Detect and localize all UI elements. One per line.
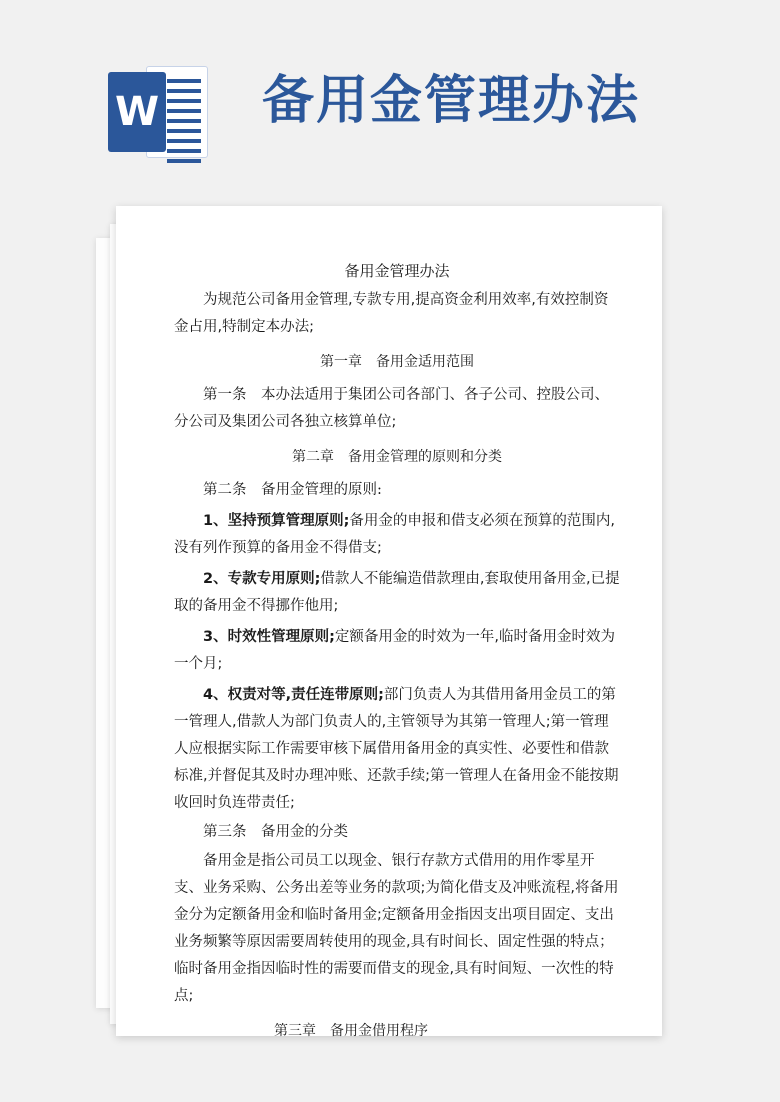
principle-paragraph — [174, 508, 620, 562]
principle-paragraph — [174, 566, 620, 620]
principle-text: 借款人不能编造借款理由,套取使用备用金,已提取的备用金不得挪作他用; — [174, 571, 620, 614]
banner-title: 备用金管理办法 — [262, 71, 641, 131]
principle-text: 备用金的申报和借支必须在预算的范围内,没有列作预算的备用金不得借支; — [174, 513, 615, 556]
principle-text: 定额备用金的时效为一年,临时备用金时效为一个月; — [174, 629, 615, 672]
principle-title: 3、时效性管理原则; — [203, 629, 335, 645]
article-paragraph: 备用金是指公司员工以现金、银行存款方式借用的用作零星开支、业务采购、公务出差等业务的款项;为简化借支及冲账流程,将备用金分为定额备用金和临时备用金;定额备用金指因支出项目固定、支出业务频繁等原因需要周转使用的现金,具有时间长、固定性强的特点；临时备用金指因临时性的需要而借支的现金,具有时间短、一次性的特点; — [174, 853, 619, 1004]
principle-paragraph — [174, 624, 620, 678]
article-text: 本办法适用于集团公司各部门、各子公司、控股公司、分公司及集团公司各独立核算单位; — [174, 387, 609, 430]
word-w-tile: W — [108, 72, 166, 152]
chapter-heading: 第三章 备用金借用程序 — [274, 1023, 428, 1039]
principle-title: 1、坚持预算管理原则; — [203, 513, 350, 529]
article-paragraph — [174, 382, 620, 436]
article-heading: 第二条 备用金管理的原则: — [203, 482, 382, 498]
principle-title: 2、专款专用原则; — [203, 571, 321, 587]
chapter-heading: 第二章 备用金管理的原则和分类 — [292, 449, 502, 465]
intro-paragraph: 为规范公司备用金管理,专款专用,提高资金利用效率,有效控制资金占用,特制定本办法; — [174, 292, 609, 335]
article-heading: 第三条 备用金的分类 — [203, 824, 348, 840]
principle-text: 部门负责人为其借用备用金员工的第一管理人,借款人为部门负责人的,主管领导为其第一管理人;第一管理人应根据实际工作需要审核下属借用备用金的真实性、必要性和借款标准,并督促其及时办理冲账、还款手续;第一管理人在备用金不能按期收回时负连带责任; — [174, 687, 619, 811]
chapter-heading: 第一章 备用金适用范围 — [320, 354, 474, 370]
document-page — [116, 206, 662, 1039]
principle-paragraph — [174, 682, 620, 817]
article-label: 第一条 — [203, 387, 247, 403]
document-content — [174, 258, 620, 1045]
principle-title: 4、权责对等,责任连带原则; — [203, 687, 384, 703]
header — [0, 0, 780, 200]
document-title: 备用金管理办法 — [344, 262, 450, 280]
word-icon — [108, 66, 208, 158]
